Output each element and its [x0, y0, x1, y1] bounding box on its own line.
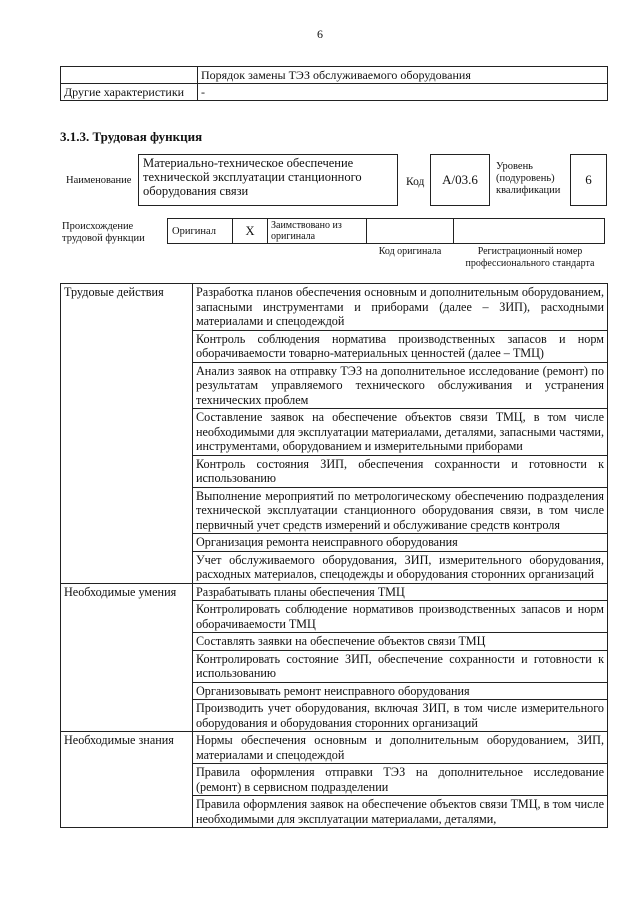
item-cell: Анализ заявок на отправку ТЭЗ на дополнительное исследование (ремонт) по результатам управляемого технического обслуживания и устранения технических проблем [193, 362, 608, 409]
borrowed-label: Заимствовано из оригинала [267, 218, 367, 244]
category-cell: Необходимые знания [61, 732, 193, 828]
table-row [61, 583, 608, 601]
item-cell: Нормы обеспечения основным и дополнительным оборудованием, ЗИП, материалами и спецодеждой [193, 732, 608, 764]
level-label: Уровень (подуровень) квалификации [496, 161, 561, 196]
item-cell: Контролировать соблюдение нормативов производственных запасов и норм оборачиваемости ТМЦ [193, 601, 608, 633]
item-cell: Разработка планов обеспечения основным и дополнительным оборудованием, запасными инструментами и приборами (далее – ЗИП), расходными материалами и спецодеждой [193, 284, 608, 331]
item-cell: Учет обслуживаемого оборудования, ЗИП, измерительного оборудования, расходных материалов, спецодежды и оборудования сторонних организаций [193, 551, 608, 583]
origin-row [168, 218, 608, 244]
item-cell: Организовывать ремонт неисправного оборудования [193, 682, 608, 700]
row-label: Другие характеристики [61, 84, 198, 101]
item-cell: Разрабатывать планы обеспечения ТМЦ [193, 583, 608, 601]
page-number: 6 [317, 27, 323, 41]
function-name: Материально-техническое обеспечение технической эксплуатации станционного оборудования связи [138, 154, 398, 206]
item-cell: Контроль соблюдения норматива производственных запасов и норм оборачиваемости товарно-материальных ценностей (далее – ТМЦ) [193, 330, 608, 362]
item-cell: Составление заявок на обеспечение объектов связи ТМЦ, в том числе необходимыми для эксплуатации материалами, деталями, запасными частями, инструментами, оборудованием и измерительными приборами [193, 409, 608, 456]
reg-number-cell [453, 218, 605, 244]
function-details-table [60, 283, 608, 828]
table-row [61, 84, 608, 101]
item-cell: Выполнение мероприятий по метрологическому обеспечению подразделения технической эксплуатации станционного оборудования связи, в том числе первичный учет средств измерений и обслуживание средств контроля [193, 487, 608, 534]
row-label [61, 67, 198, 84]
section-heading: 3.1.3. Трудовая функция [60, 129, 203, 144]
row-value: Порядок замены ТЭЗ обслуживаемого оборудования [198, 67, 608, 84]
qualification-level: 6 [570, 154, 607, 206]
category-cell: Трудовые действия [61, 284, 193, 584]
name-label: Наименование [66, 175, 132, 186]
original-mark: X [232, 218, 268, 244]
code-original-label: Код оригинала [378, 246, 442, 257]
row-value: - [198, 84, 608, 101]
function-code: А/03.6 [430, 154, 490, 206]
table-row [61, 732, 608, 764]
category-cell: Необходимые умения [61, 583, 193, 732]
item-cell: Контроль состояния ЗИП, обеспечения сохранности и готовности к использованию [193, 455, 608, 487]
item-cell: Производить учет оборудования, включая ЗИП, в том числе измерительного оборудования и оборудования сторонних организаций [193, 700, 608, 732]
original-label: Оригинал [167, 218, 233, 244]
previous-function-table [60, 66, 608, 101]
item-cell: Правила оформления заявок на обеспечение объектов связи ТМЦ, в том числе необходимыми для эксплуатации материалами, деталями, [193, 796, 608, 828]
code-original-cell [366, 218, 454, 244]
item-cell: Контролировать состояние ЗИП, обеспечение сохранности и готовности к использованию [193, 650, 608, 682]
reg-number-label: Регистрационный номер профессионального стандарта [465, 246, 595, 269]
code-label: Код [406, 176, 425, 188]
item-cell: Правила оформления отправки ТЭЗ на дополнительное исследование (ремонт) в сервисном подразделении [193, 764, 608, 796]
origin-label: Происхождение трудовой функции [62, 221, 145, 244]
table-row [61, 67, 608, 84]
item-cell: Составлять заявки на обеспечение объектов связи ТМЦ [193, 633, 608, 651]
table-row [61, 284, 608, 331]
item-cell: Организация ремонта неисправного оборудования [193, 534, 608, 552]
